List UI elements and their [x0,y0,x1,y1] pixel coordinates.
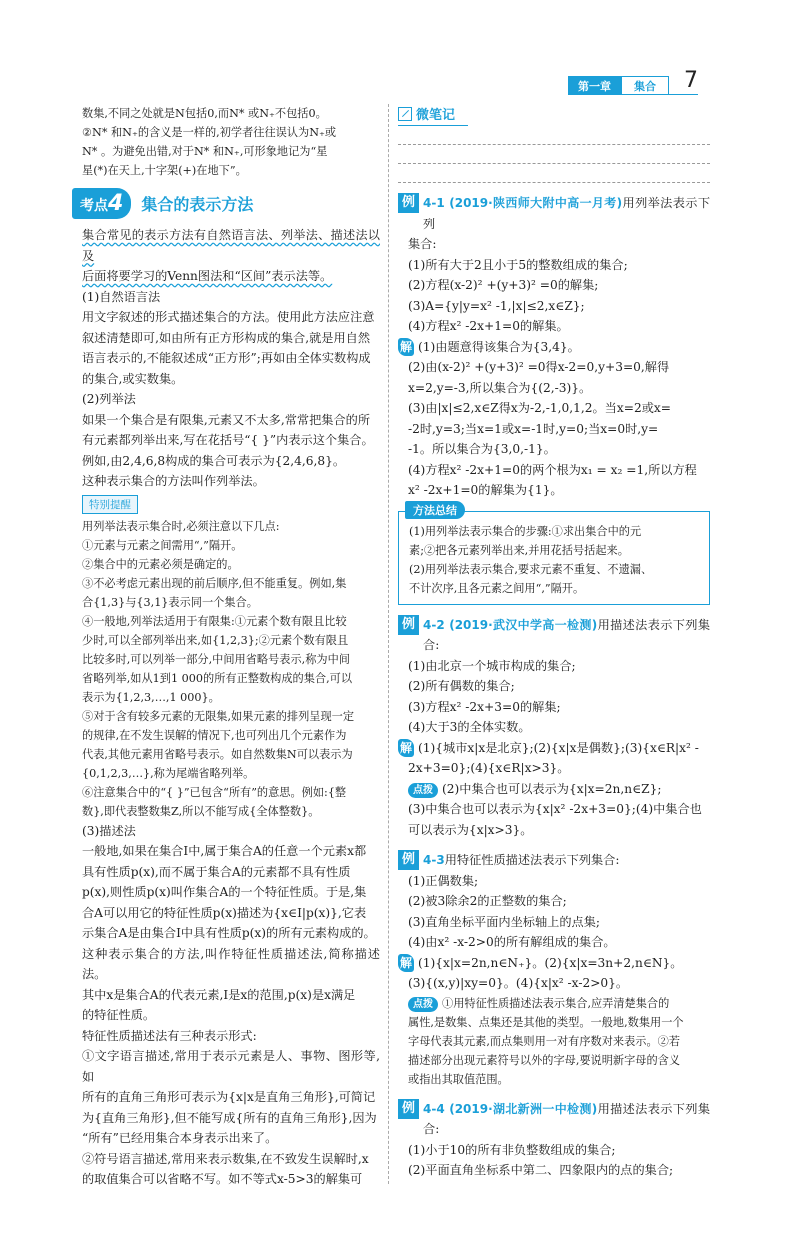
intro-text [82,104,380,180]
text-line: (4)大于3的全体实数。 [408,720,531,734]
text-line: ①用特征性质描述法表示集合,应弄清楚集合的 [442,996,670,1010]
text-line: 描述部分出现元素符号以外的字母,要说明新字母的含义 [408,1053,681,1067]
tip-line: ④一般地,列举法适用于有限集:①元素个数有限且比较 [82,614,347,628]
text-line: 有元素都列举出来,写在花括号“{ }”内表示这个集合。 [82,433,374,447]
text-line: x=2,y=-3,所以集合为{(2,-3)}。 [408,380,592,395]
text-line: (2)中集合也可以表示为{x|x=2n,n∈Z}; [442,781,662,796]
text-line: x² -2x+1=0的解集为{1}。 [408,483,563,497]
tip-label: 特别提醒 [82,495,138,514]
text-line: (4)由x² -x-2>0的所有解组成的集合。 [408,935,616,949]
example-stem: 用描述法表示下列集合: [423,617,711,652]
text-line: 其中x是集合A的代表元素,I是x的范围,p(x)是x满足 [82,987,356,1002]
text-line: 叙述清楚即可,如由所有正方形构成的集合,就是用自然 [82,330,371,345]
tip-line: 比较多时,可以列举一部分,中间用省略号表示,称为中间 [82,652,350,666]
text-line: 字母代表其元素,而点集则用一对有序数对来表示。②若 [408,1034,681,1048]
example-header [398,850,710,871]
text-line: 用文字叙述的形式描述集合的方法。使用此方法应注意 [82,310,375,324]
text-line: (2)所有偶数的集合; [408,679,515,693]
tip-line: {0,1,2,3,…},称为尾端省略列举。 [82,766,255,780]
text-line: (4)方程x² -2x+1=0的解集。 [408,319,569,333]
text-line: 2x+3=0};(4){x∈R|x>3}。 [408,761,570,775]
method-summary-box [398,503,710,605]
tip-line: 用列举法表示集合时,必须注意以下几点: [82,519,280,533]
text-line: 语言表示的,不能叙述成“正方形”;再如由全体实数构成 [82,351,371,365]
text-line: (2)由(x-2)² +(y+3)² =0得x-2=0,y+3=0,解得 [408,360,670,374]
text-line: (2)用列举法表示集合,要求元素不重复、不遗漏、 [409,562,653,576]
left-column [82,104,380,1190]
text-line: (1)正偶数集; [408,873,479,888]
text-line: (1){x|x=2n,n∈N₊}。(2){x|x=3n+2,n∈N}。 [418,955,683,970]
text-line: N* 。为避免出错,对于N* 和N₊,可形象地记为“星 [82,145,328,158]
text-line: (3){(x,y)|xy=0}。(4){x|x² -x-2>0}。 [408,976,629,990]
example-badge: 例 [398,193,419,213]
text-line: (3)方程x² -2x+3=0的解集; [408,699,561,714]
example-stem: 用描述法表示下列集合: [423,1101,711,1136]
natural-heading: (1)自然语言法 [82,289,161,304]
text-line: -2时,y=3;当x=1或x=-1时,y=0;当x=0时,y= [408,421,659,436]
section-title: 集合的表示方法 [141,195,254,214]
text-line: (1)所有大于2且小于5的整数组成的集合; [408,257,628,272]
right-column [398,104,710,1181]
text-line: (1)由北京一个城市构成的集合; [408,658,576,673]
tip-line: ③不必考虑元素出现的前后顺序,但不能重复。例如,集 [82,576,347,590]
tip-line: ②集合中的元素必须是确定的。 [82,557,239,571]
section-badge-prefix: 考点 [80,198,108,214]
text-line: “所有”已经用集合本身表示出来了。 [82,1131,278,1145]
text-line: (2)平面直角坐标系中第二、四象限内的点的集合; [408,1163,674,1177]
solution-badge: 解 [399,955,412,970]
example-body [398,656,710,738]
chapter-tab [568,76,669,95]
text-line: 或指出其取值范围。 [408,1072,509,1086]
text-line: 所有的直角三角形可表示为{x|x是直角三角形},可简记 [82,1090,376,1104]
section-badge [72,188,131,219]
method-summary-label: 方法总结 [405,501,465,519]
text-line: ②符号语言描述,常用来表示数集,在不致发生误解时,x [82,1151,369,1166]
note-line [398,144,710,145]
desc-heading: (3)描述法 [82,823,136,838]
solution-badge: 解 [399,740,412,755]
text-line: 一般地,如果在集合I中,属于集合A的任意一个元素x都 [82,844,367,858]
example-badge: 例 [398,850,419,870]
tip-badge: 点拨 [408,997,438,1012]
text-line: 的特征性质。 [82,1008,156,1022]
solution [398,337,710,501]
enum-heading: (2)列举法 [82,392,136,406]
text-line: 的取值集合可以省略不写。如不等式x-5>3的解集可 [82,1172,363,1186]
text-line: 为{直角三角形},但不能写成{所有的直角三角形},因为 [82,1110,377,1125]
text-line: (1){城市x|x是北京};(2){x|x是偶数};(3){x∈R|x² - [418,740,699,755]
example-badge: 例 [398,615,419,635]
solution [398,953,710,1089]
note-line [398,182,710,183]
tip-line: 少时,可以全部列举出来,如{1,2,3};②元素个数有限且 [82,633,349,647]
example-badge: 例 [398,1099,419,1119]
text-line: 不计次序,且各元素之间用“,”隔开。 [409,581,585,595]
lead-line: 集合常见的表示方法有自然语言法、列举法、描述法以及 [82,228,380,263]
text-line: 例如,由2,4,6,8构成的集合可表示为{2,4,6,8}。 [82,453,346,468]
tip-line: 的规律,在不发生误解的情况下,也可列出几个元素作为 [82,728,347,742]
solution-badge: 解 [399,339,412,354]
notes-title: 微笔记 [416,108,456,123]
text-line: 素;②把各元素列举出来,并用花括号括起来。 [409,543,629,557]
example-number: 4-1 (2019·陕西师大附中高一月考) [423,196,623,210]
text-line: (1)小于10的所有非负整数组成的集合; [408,1142,616,1157]
text-line: 合A可以用它的特征性质p(x)描述为{x∈I|p(x)},它表 [82,905,367,920]
page-header [0,0,790,100]
tip-line: ⑤对于含有较多元素的无限集,如果元素的排列呈现一定 [82,709,355,723]
text-line: (3)A={y|y=x² -1,|x|≤2,x∈Z}; [408,298,585,313]
example-stem: 用列举法表示下列 [423,196,711,231]
solution [398,738,710,841]
text-line: (1)用列举法表示集合的步骤:①求出集合中的元 [409,524,642,538]
tip-body [82,517,380,821]
text-line: 这种表示集合的方法叫作列举法。 [82,474,265,488]
text-line: (3)中集合也可以表示为{x|x² -2x+3=0};(4)中集合也 [408,802,702,816]
text-line: (4)方程x² -2x+1=0的两个根为x₁ = x₂ =1,所以方程 [408,462,697,477]
example-header [398,193,710,234]
text-line: p(x),则性质p(x)叫作集合A的一个特征性质。于是,集 [82,885,367,899]
text-line: (3)由|x|≤2,x∈Z得x为-2,-1,0,1,2。当x=2或x= [408,401,671,415]
tip-line: 合{1,3}与{3,1}表示同一个集合。 [82,595,258,609]
notes-heading [398,104,468,126]
text-line: 数集,不同之处就是N包括0,而N* 或N₊不包括0。 [82,107,327,120]
example-stem: 用特征性质描述法表示下列集合: [444,853,620,867]
section-badge-number: 4 [108,191,124,216]
text-line: 如果一个集合是有限集,元素又不太多,常常把集合的所 [82,412,371,427]
example-body [398,1140,710,1181]
text-line: 这种表示集合的方法,叫作特征性质描述法,简称描述法。 [82,946,380,981]
lead-line: 后面将要学习的Venn图法和“区间”表示法等。 [82,269,333,283]
text-line: ②N* 和N₊的含义是一样的,初学者往往误认为N₊或 [82,126,337,139]
tip-badge: 点拨 [408,783,438,798]
text-line: (2)被3除余2的正整数的集合; [408,894,567,908]
text-line: 特征性质描述法有三种表示形式: [82,1028,257,1043]
text-line: 集合: [408,237,437,251]
example-body [398,234,710,337]
pencil-icon [398,107,412,121]
tip-line: ⑥注意集合中的“{ }”已包含“所有”的意思。例如:{整 [82,785,347,799]
text-line: (3)直角坐标平面内坐标轴上的点集; [408,914,600,929]
tip-line: 代表,其他元素用省略号表示。如自然数集N可以表示为 [82,747,353,761]
header-rule [568,94,698,95]
section-heading [72,188,380,219]
text-line: (1)由题意得该集合为{3,4}。 [418,339,580,354]
tip-line: 表示为{1,2,3,…,1 000}。 [82,690,220,704]
example-header [398,1099,710,1140]
text-line: 具有性质p(x),而不属于集合A的元素都不具有性质 [82,864,351,879]
chapter-label: 第一章 [568,76,621,95]
example-header [398,615,710,656]
example-body [398,871,710,953]
text-line: 的集合,或实数集。 [82,371,184,386]
chapter-title: 集合 [621,76,669,95]
text-line: -1。所以集合为{3,0,-1}。 [408,442,556,456]
column-divider [388,104,389,1184]
text-line: 示集合A是由集合I中具有性质p(x)的所有元素构成的。 [82,926,376,940]
note-line [398,163,710,164]
tip-line: 省略列举,如从1到1 000的所有正整数构成的集合,可以 [82,671,353,685]
example-number: 4-3 [423,853,445,867]
tip-line: ①元素与元素之间需用“,”隔开。 [82,538,243,552]
text-line: (2)方程(x-2)² +(y+3)² =0的解集; [408,278,599,292]
text-line: 属性,是数集、点集还是其他的类型。一般地,数集用一个 [408,1015,684,1029]
tip-line: 数},即代表整数集Z,所以不能写成{全体整数}。 [82,804,320,818]
text-line: 星(*)在天上,十字架(+)在地下”。 [82,164,247,177]
text-line: 可以表示为{x|x>3}。 [408,822,533,837]
example-number: 4-2 (2019·武汉中学高一检测) [423,617,598,632]
page-number: 7 [684,68,698,93]
text-line: ①文字语言描述,常用于表示元素是人、事物、图形等,如 [82,1049,380,1084]
example-number: 4-4 (2019·湖北新洲一中检测) [423,1101,598,1116]
